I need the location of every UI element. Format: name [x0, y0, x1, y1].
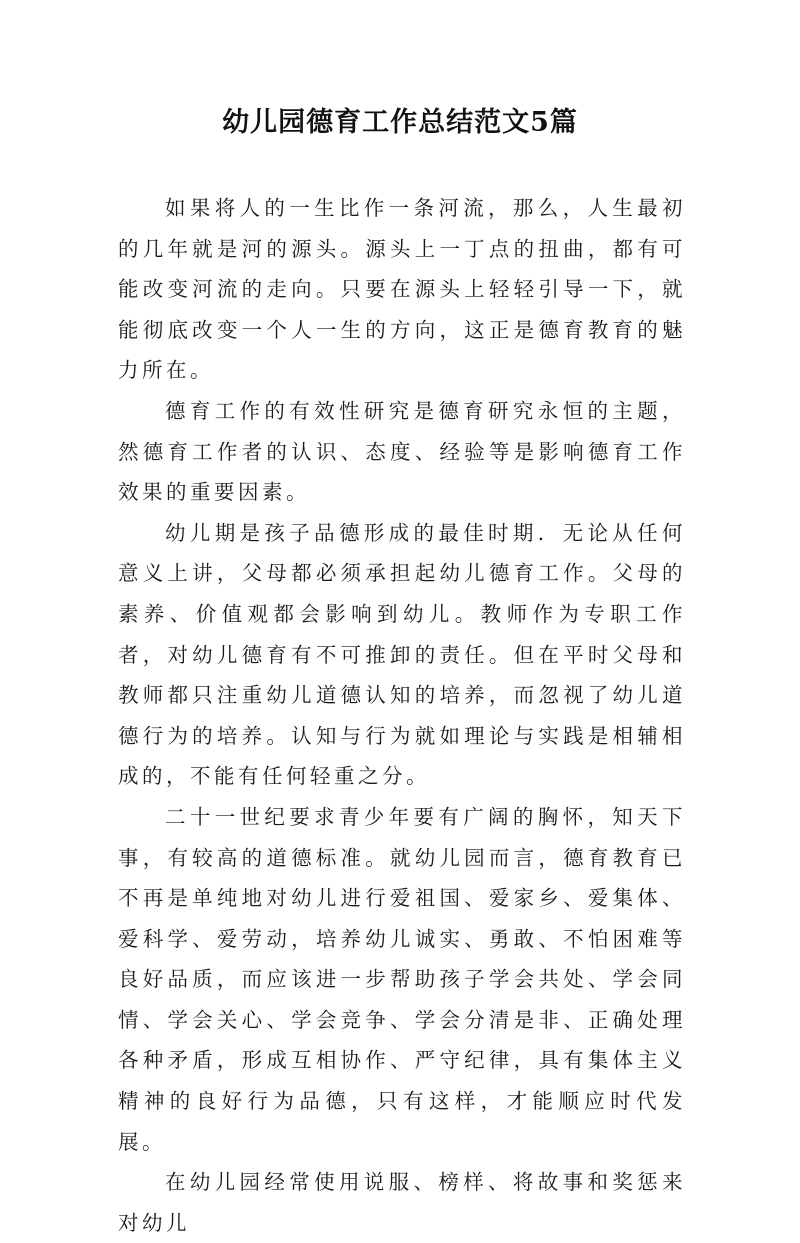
paragraph: 幼儿期是孩子品德形成的最佳时期．无论从任何意义上讲，父母都必须承担起幼儿德育工作。父母的素养、价值观都会影响到幼儿。教师作为专职工作者，对幼儿德育有不可推卸的责任。但在平时父母和教师都只注重幼儿道德认知的培养，而忽视了幼儿道德行为的培养。认知与行为就如理论与实践是相辅相成的，不能有任何轻重之分。	[118, 520, 686, 789]
paragraph: 如果将人的一生比作一条河流，那么，人生最初的几年就是河的源头。源头上一丁点的扭曲，都有可能改变河流的走向。只要在源头上轻轻引导一下，就能彻底改变一个人一生的方向，这正是德育教育的魅力所在。	[118, 196, 686, 383]
paragraph: 德育工作的有效性研究是德育研究永恒的主题，然德育工作者的认识、态度、经验等是影响德育工作效果的重要因素。	[118, 398, 686, 505]
document-body	[118, 188, 686, 1243]
document-title: 幼儿园德育工作总结范文5篇	[222, 107, 578, 138]
paragraph: 二十一世纪要求青少年要有广阔的胸怀，知天下事，有较高的道德标准。就幼儿园而言，德育教育已不再是单纯地对幼儿进行爱祖国、爱家乡、爱集体、爱科学、爱劳动，培养幼儿诚实、勇敢、不怕困难等良好品质，而应该进一步帮助孩子学会共处、学会同情、学会关心、学会竞争、学会分清是非、正确处理各种矛盾，形成互相协作、严守纪律，具有集体主义精神的良好行为品德，只有这样，才能顺应时代发展。	[118, 804, 686, 1154]
paragraph: 在幼儿园经常使用说服、榜样、将故事和奖惩来对幼儿	[118, 1170, 686, 1235]
